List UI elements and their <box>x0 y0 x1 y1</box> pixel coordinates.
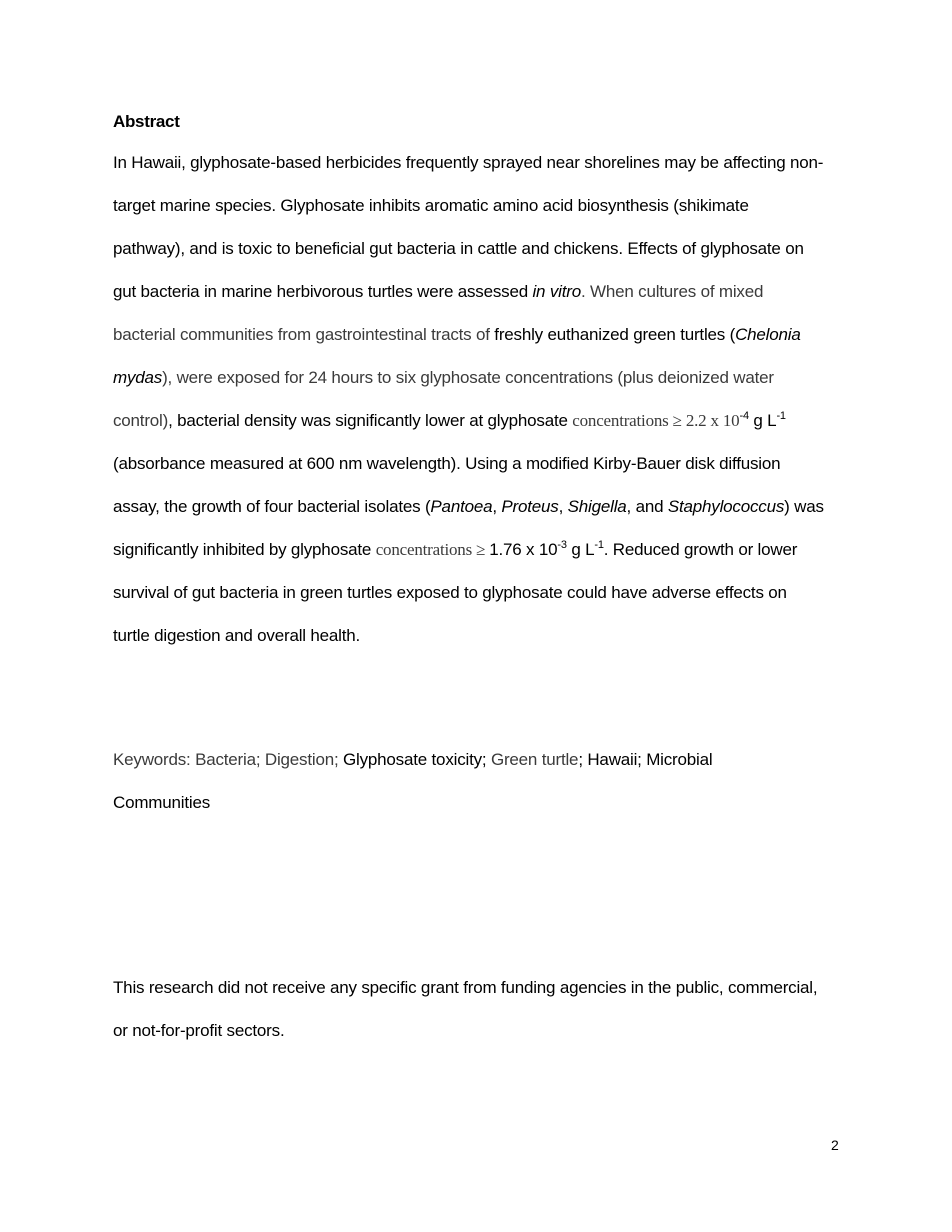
keywords-paragraph <box>113 738 841 824</box>
abstract-text: ) was <box>784 497 824 516</box>
italic-genus: Proteus <box>501 497 559 516</box>
italic-genus: Pantoea <box>430 497 493 516</box>
abstract-text: freshly euthanized green turtles ( <box>494 325 736 344</box>
concentration-label: concentrations ≥ <box>375 540 490 559</box>
italic-term-in-vitro: in vitro <box>532 282 581 301</box>
abstract-line-1: In Hawaii, glyphosate-based herbicides frequently sprayed near shorelines may be affecting non- <box>113 153 824 172</box>
unit-text: g L <box>748 411 777 430</box>
keywords-text: ; Hawaii; Microbial <box>578 750 713 769</box>
abstract-text: , <box>558 497 568 516</box>
italic-species-genus: Chelonia <box>735 325 801 344</box>
unit-text: g L <box>566 540 595 559</box>
keywords-text: Keywords: Bacteria; Digestion; <box>113 750 344 769</box>
funding-line-1: This research did not receive any specific grant from funding agencies in the public, commercial, <box>113 978 818 997</box>
exponent: -4 <box>739 410 749 422</box>
italic-species-epithet: mydas <box>113 368 163 387</box>
exponent: -3 <box>557 539 567 551</box>
abstract-line-3: pathway), and is toxic to beneficial gut bacteria in cattle and chickens. Effects of glyphosate on <box>113 239 804 258</box>
keywords-line-1 <box>113 738 841 781</box>
abstract-text: ), were exposed for 24 hours to six glyphosate concentrations (plus deionized water <box>162 368 774 387</box>
abstract-text: significantly inhibited by glyphosate <box>113 540 376 559</box>
abstract-line-8: (absorbance measured at 600 nm wavelength). Using a modified Kirby-Bauer disk diffusion <box>113 454 781 473</box>
abstract-line-12: turtle digestion and overall health. <box>113 626 361 645</box>
abstract-text: . Reduced growth or lower <box>603 540 798 559</box>
abstract-line-11: survival of gut bacteria in green turtles exposed to glyphosate could have adverse effects on <box>113 583 787 602</box>
keywords-text: Glyphosate toxicity; <box>343 750 491 769</box>
abstract-text: . When cultures of mixed <box>580 282 764 301</box>
abstract-line-2: target marine species. Glyphosate inhibits aromatic amino acid biosynthesis (shikimate <box>113 196 749 215</box>
exponent: -1 <box>776 410 786 422</box>
abstract-heading: Abstract <box>113 112 180 131</box>
abstract-text: assay, the growth of four bacterial isolates ( <box>113 497 431 516</box>
abstract-line-10 <box>113 528 841 571</box>
funding-line-2: or not-for-profit sectors. <box>113 1021 285 1040</box>
exponent: -1 <box>594 539 604 551</box>
abstract-text: bacterial communities from gastrointestinal tracts of <box>113 325 495 344</box>
abstract-text: , and <box>626 497 668 516</box>
abstract-line-9 <box>113 485 841 528</box>
italic-genus: Staphylococcus <box>667 497 785 516</box>
page-number: 2 <box>831 1137 839 1153</box>
abstract-line-5 <box>113 313 841 356</box>
abstract-line-6 <box>113 356 841 399</box>
abstract-line-4 <box>113 270 841 313</box>
italic-genus: Shigella <box>567 497 627 516</box>
concentration-value: concentrations ≥ 2.2 x 10 <box>572 411 740 430</box>
abstract-line-7 <box>113 399 841 442</box>
funding-statement <box>113 966 841 1052</box>
abstract-text: , <box>492 497 502 516</box>
abstract-text: gut bacteria in marine herbivorous turtles were assessed <box>113 282 533 301</box>
abstract-text: , bacterial density was significantly lower at glyphosate <box>168 411 573 430</box>
abstract-paragraph <box>113 141 841 657</box>
keywords-line-2: Communities <box>113 793 210 812</box>
keywords-text: Green turtle <box>490 750 579 769</box>
concentration-value: 1.76 x 10 <box>489 540 558 559</box>
abstract-text: control) <box>113 411 169 430</box>
